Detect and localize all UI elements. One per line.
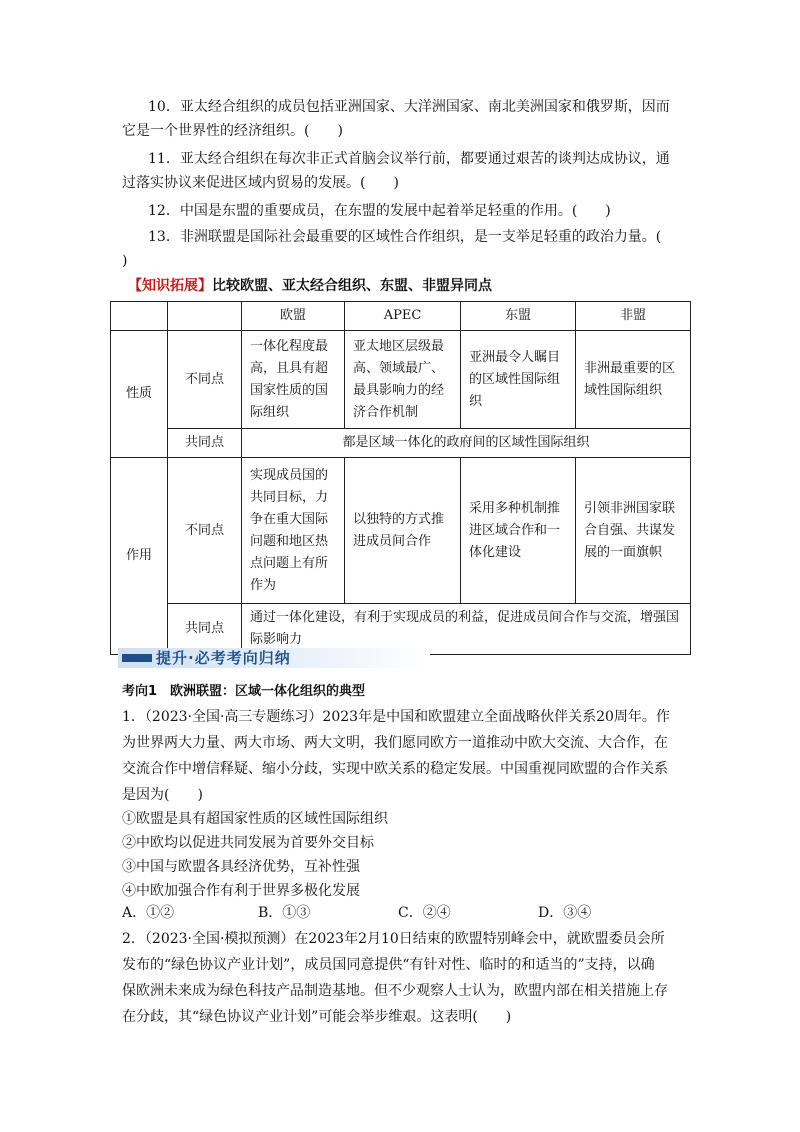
q1-options <box>122 902 682 924</box>
function-apec-cell: 以独特的方式推进成员间合作 <box>345 458 461 604</box>
nature-apec-cell: 亚太地区层级最高、领域最广、最具影响力的经济合作机制 <box>345 331 461 429</box>
question-11-line-2: 过落实协议来促进区域内贸易的发展。( ) <box>122 175 399 191</box>
question-13-line-2: ) <box>122 253 128 269</box>
diff-label: 不同点 <box>168 331 242 429</box>
common-label: 共同点 <box>168 604 242 655</box>
q1-option-c[interactable]: C．②④ <box>398 905 451 921</box>
extension-tag: 【知识拓展】 <box>128 278 212 294</box>
banner-bar-icon <box>122 654 152 662</box>
table-row <box>111 604 691 655</box>
knowledge-extension-title <box>128 275 492 295</box>
nature-label: 性质 <box>111 331 168 458</box>
diff-label: 不同点 <box>168 458 242 604</box>
nature-asean-cell: 亚洲最令人瞩目的区域性国际组织 <box>461 331 576 429</box>
q1-item: ④中欧加强合作有利于世界多极化发展 <box>122 883 360 899</box>
function-au-cell: 引领非洲国家联合自强、共谋发展的一面旗帜 <box>576 458 691 604</box>
q1-option-a[interactable]: A．①② <box>122 905 175 921</box>
q1-stem-line: 交流合作中增信释疑、缩小分歧，实现中欧关系的稳定发展。中国重视同欧盟的合作关系 <box>122 761 668 777</box>
q1-stem-line: 是因为( ) <box>122 787 203 803</box>
header-apec: APEC <box>345 302 461 331</box>
table-header-row <box>111 302 691 331</box>
comparison-table <box>110 301 691 655</box>
question-12-line-1: 12．中国是东盟的重要成员，在东盟的发展中起着举足轻重的作用。( ) <box>148 203 611 219</box>
q1-stem-line: 为世界两大力量、两大市场、两大文明，我们愿同欧方一道推动中欧大交流、大合作，在 <box>122 735 668 751</box>
header-eu: 欧盟 <box>242 302 345 331</box>
question-11-line-1: 11．亚太经合组织在每次非正式首脑会议举行前，都要通过艰苦的谈判达成协议，通 <box>148 151 670 167</box>
function-common-cell: 通过一体化建设，有利于实现成员的利益，促进成员间合作与交流，增强国际影响力 <box>242 604 691 655</box>
banner-title: 提升·必考考向归纳 <box>156 649 291 667</box>
q1-item: ②中欧均以促进共同发展为首要外交目标 <box>122 835 374 851</box>
table-corner-cell <box>111 302 168 331</box>
function-eu-cell: 实现成员国的共同目标，力争在重大国际问题和地区热点问题上有所作为 <box>242 458 345 604</box>
common-label: 共同点 <box>168 429 242 458</box>
q1-stem-line: 1．（2023·全国·高三专题练习）2023年是中国和欧盟建立全面战略伙伴关系20周年。作 <box>122 709 670 725</box>
nature-common-cell: 都是区域一体化的政府间的区域性国际组织 <box>242 429 691 458</box>
q1-item: ①欧盟是具有超国家性质的区域性国际组织 <box>122 811 388 827</box>
q1-item: ③中国与欧盟各具经济优势，互补性强 <box>122 859 360 875</box>
question-13-line-1: 13．非洲联盟是国际社会最重要的区域性合作组织，是一支举足轻重的政治力量。( <box>148 229 662 245</box>
q2-stem-line: 发布的“绿色协议产业计划”，成员国同意提供“有针对性、临时的和适当的”支持，以确 <box>122 957 655 973</box>
table-row <box>111 458 691 604</box>
function-label: 作用 <box>111 458 168 655</box>
nature-au-cell: 非洲最重要的区域性国际组织 <box>576 331 691 429</box>
extension-title-text: 比较欧盟、亚太经合组织、东盟、非盟异同点 <box>212 278 492 294</box>
section-banner <box>118 648 430 668</box>
q2-stem-line: 在分歧，其“绿色协议产业计划”可能会举步维艰。这表明( ) <box>122 1009 512 1025</box>
q1-option-b[interactable]: B．①③ <box>258 905 311 921</box>
q1-option-d[interactable]: D．③④ <box>538 905 592 921</box>
table-row <box>111 331 691 429</box>
header-asean: 东盟 <box>461 302 576 331</box>
direction-heading: 考向1 欧洲联盟：区域一体化组织的典型 <box>122 684 366 699</box>
q2-stem-line: 保欧洲未来成为绿色科技产品制造基地。但不少观察人士认为，欧盟内部在相关措施上存 <box>122 983 668 999</box>
header-au: 非盟 <box>576 302 691 331</box>
table-corner-cell <box>168 302 242 331</box>
question-10-line-1: 10．亚太经合组织的成员包括亚洲国家、大洋洲国家、南北美洲国家和俄罗斯，因而 <box>148 99 670 115</box>
nature-eu-cell: 一体化程度最高，且具有超国家性质的国际组织 <box>242 331 345 429</box>
question-10-line-2: 它是一个世界性的经济组织。( ) <box>122 123 343 139</box>
function-asean-cell: 采用多种机制推进区域合作和一体化建设 <box>461 458 576 604</box>
q2-stem-line: 2．（2023·全国·模拟预测）在2023年2月10日结束的欧盟特别峰会中，就欧盟委员会所 <box>122 931 665 947</box>
table-row <box>111 429 691 458</box>
